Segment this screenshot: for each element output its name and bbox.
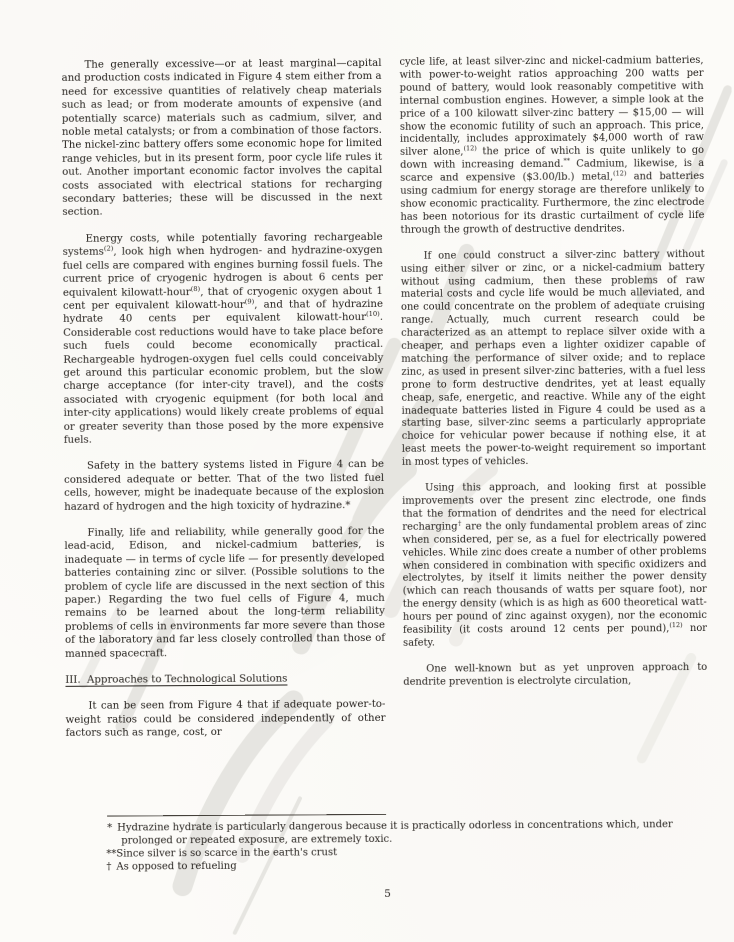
footnote-divider (107, 814, 386, 817)
paragraph-figure4-intro: It can be seen from Figure 4 that if adequate power-to-weight ratios could be considered independently of other factors such as range, cost, or (65, 699, 386, 740)
paragraph-safety: Safety in the battery systems listed in Figure 4 can be considered adequate or better. That of the two listed fuel cells, however, might be inadequate because of the explosion hazard of hydrogen and the high toxicity of hydrazine.* (64, 459, 385, 513)
footnotes-section (97, 812, 679, 874)
paragraph-electrolyte-circulation: One well-known but as yet unproven approach to dendrite prevention is electrolyte circulation, (403, 661, 708, 688)
section-heading-approaches: III. Approaches to Technological Solutions (65, 673, 288, 686)
footnote-hydrazine: * Hydrazine hydrate is particularly dangerous because it is practically odorless in concentrations which, under prolonged or repeated exposure, are extremely toxic. (107, 819, 673, 847)
paragraph-energy-costs: Energy costs, while potentially favoring rechargeable systems$^{(2)}$, look high when hydrogen- and hydrazine-oxygen fuel cells are compared with engines burning fossil fuels. The current price of cryogenic hydrogen is about 6 cents per equivalent kilowatt-hour$^{(8)}$, that of cryogenic oxygen about 1 cent per equivalent kilowatt-hour$^{(9)}$, and that of hydrazine hydrate 40 cents per equivalent kilowatt-hour$^{(10)}$. Considerable cost reductions would have to take place before such fuels could become economically practical. Rechargeable hydrogen-oxygen fuel cells could conceivably get around this particular economic problem, but the slow charge acceptance (for inter-city travel), and the costs associated with cryogenic equipment (for both local and inter-city applications) would likely create problems of equal or greater severity than those posed by the more expensive fuels. (62, 231, 384, 446)
paragraph-zinc-electrode: Using this approach, and looking first at possible improvements over the present zinc electrode, one finds that the formation of dendrites and the need for electrical recharging† are the only fundamental problem areas of zinc when considered, per se, as a fuel for electrically powered vehicles. While zinc does create a number of other problems when considered in combination with specific oxidizers and electrolytes, by itself it limits neither the power density (which can reach thousands of watts per square foot), nor the energy density (which is as high as 600 theoretical watt-hours per pound of zinc against oxygen), nor the economic feasibility (it costs around 12 cents per pound),$^{(12)}$ nor safety. (402, 481, 708, 649)
paragraph-economics: The generally excessive—or at least marginal—capital and production costs indicated in Figure 4 stem either from a need for excessive quantities of relatively cheap materials such as lead; or from moderate amounts of expensive (and potentially scarce) materials such as cadmium, silver, and noble metal catalysts; or from a combination of those factors. The nickel-zinc battery offers some economic hope for limited range vehicles, but in its present form, poor cycle life rules it out. Another important economic factor involves the capital costs associated with electrical stations for recharging secondary batteries; these will be discussed in the next section. (61, 57, 383, 219)
footnote-silver-scarcity: **Since silver is so scarce in the earth's crust (106, 847, 338, 860)
page-number: 5 (384, 887, 391, 900)
paragraph-silver-zinc-replacement: If one could construct a silver-zinc battery without using either silver or zinc, or a nickel-cadmium battery without using cadmium, then these problems of raw material costs and cycle life would be much alleviated, and one could concentrate on the problem of adequate cruising range. Actually, much current research could be characterized as an attempt to replace silver oxide with a cheaper, and perhaps even a lighter oxidizer capable of matching the performance of silver oxide; and to replace zinc, as used in present silver-zinc batteries, with a fuel less prone to form destructive dendrites, yet at least equally cheap, safe, energetic, and reactive. While any of the eight inadequate batteries listed in Figure 4 could be used as a starting base, silver-zinc seems a particularly appropriate choice for vehicular power because if nothing else, it at least meets the power-to-weight requirement so important in most types of vehicles. (400, 248, 706, 468)
right-column (399, 55, 707, 703)
paragraph-cycle-life-continuation: cycle life, at least silver-zinc and nickel-cadmium batteries, with power-to-weight ratios approaching 200 watts per pound of battery, would look reasonably competitive with internal combustion engines. However, a simple look at the price of a 100 kilowatt silver-zinc battery — $15,00 — will show the economic futility of such an approach. This price, incidentally, includes approximately $4,000 worth of raw silver alone,$^{(12)}$ the price of which is quite unlikely to go down with increasing demand.** Cadmium, likewise, is a scarce and expensive ($3.00/lb.) metal,$^{(12)}$ and batteries using cadmium for energy storage are therefore unlikely to show economic practicality. Furthermore, the zinc electrode has been notorious for its drastic curtailment of cycle life through the growth of destructive dendrites. (399, 54, 705, 236)
left-column (61, 57, 385, 754)
paragraph-life-reliability: Finally, life and reliability, while generally good for the lead-acid, Edison, and nickel-cadmium batteries, is inadequate — in terms of cycle life — for presently developed batteries containing zinc or silver. (Possible solutions to the problem of cycle life are discussed in the next section of this paper.) Regarding the two fuel cells of Figure 4, much remains to be learned about the long-term reliability problems of cells in environments far more severe than those of the laboratory and far less closely controlled than those of manned spacecraft. (64, 525, 386, 660)
footnote-refueling: † As opposed to refueling (106, 860, 237, 873)
